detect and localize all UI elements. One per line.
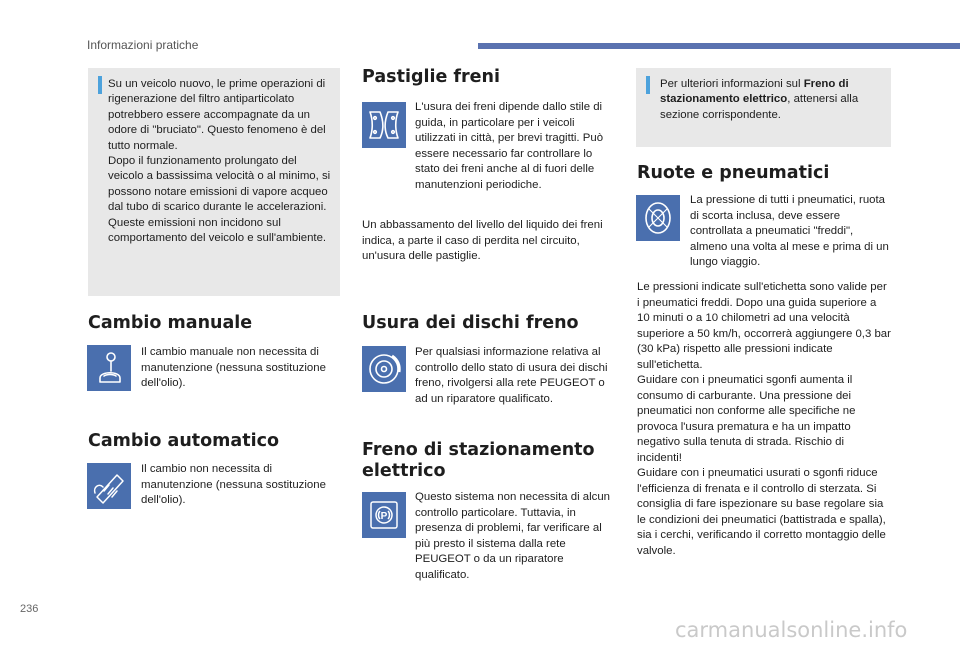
heading-brake-discs: Usura dei dischi freno [362, 313, 579, 333]
info-marker-icon [98, 76, 102, 94]
section-label: Informazioni pratiche [87, 38, 199, 52]
wheel-icon [636, 195, 680, 241]
manual-gearbox-icon [87, 345, 131, 391]
parking-brake-text: Questo sistema non necessita di alcun controllo particolare. Tuttavia, in presenza di problemi, far verificare al più presto il sistema dalla rete PEUGEOT o da un riparatore qualificato. [415, 491, 611, 581]
heading-wheels-tyres: Ruote e pneumatici [637, 163, 830, 183]
tyres-text-2: Le pressioni indicate sull'etichetta sono valide per i pneumatici freddi. Dopo una guida superiore a 10 minuti o a 10 chilometri ad una velocità superiore a 50 km/h, occorrerà aggiungere 0,3 bar (30 kPa) rispetto alle pressioni indicate sull'etichetta. Guidare con i pneumatici sgonfi aumenta il consumo di carburante. Una pressione dei pneumatici non conforme alle specifiche ne provoca l'usura prematura e ha un impatto negativo sulla tenuta di strada. Rischio di incidenti! Guidare con i pneumatici usurati o sgonfi riduce l'efficienza di frenata e il controllo di sterzata. Si consiglia di fare ispezionare su base regolare sia le condizioni dei pneumatici (battistrada e spalla), sia i cerchi, verificando il corretto montaggio delle valvole. [637, 281, 891, 557]
brake-disc-icon [362, 346, 406, 392]
heading-automatic-gearbox: Cambio automatico [88, 431, 279, 451]
info-note-regeneration [88, 68, 340, 296]
info-note-text: Per ulteriori informazioni sul Freno di stazionamento elettrico, attenersi alla sezione corrispondente. [660, 78, 859, 121]
info-note-parking-brake [636, 68, 891, 147]
watermark: carmanualsonline.info [675, 618, 908, 642]
heading-parking-brake: Freno di stazionamento elettrico [362, 440, 595, 481]
automatic-gearbox-text: Il cambio non necessita di manutenzione (nessuna sostituzione dell'olio). [141, 463, 326, 506]
info-note-text: Su un veicolo nuovo, le prime operazioni di rigenerazione del filtro antiparticolato potrebbero essere accompagnate da un odore di "bruciato". Questo fenomeno è del tutto normale. Dopo il funzionamento prolungato del veicolo a bassissima velocità o al minimo, si possono notare emissioni di vapore acqueo dal tubo di scarico durante le accelerazioni. Queste emissioni non incidono sul comportamento del veicolo e sull'ambiente. [108, 78, 331, 245]
brake-pads-text-2: Un abbassamento del livello del liquido dei freni indica, a parte il caso di perdita nel circuito, un'usura delle pastiglie. [362, 219, 603, 262]
svg-text:P: P [380, 511, 388, 522]
parking-brake-icon [362, 492, 406, 538]
tyres-text: La pressione di tutti i pneumatici, ruota di scorta inclusa, deve essere controllata a pneumatici "freddi", almeno una volta al mese e prima di un lungo viaggio. [690, 194, 889, 268]
brake-discs-text: Per qualsiasi informazione relativa al controllo dello stato di usura dei dischi freno, rivolgersi alla rete PEUGEOT o ad un riparatore qualificato. [415, 346, 608, 405]
heading-manual-gearbox: Cambio manuale [88, 313, 253, 333]
manual-gearbox-text: Il cambio manuale non necessita di manutenzione (nessuna sostituzione dell'olio). [141, 346, 326, 389]
brake-pads-icon [362, 102, 406, 148]
brake-pads-text: L'usura dei freni dipende dallo stile di guida, in particolare per i veicoli utilizzati in città, per brevi tragitti. Può essere necessario far controllare lo stato dei freni anche al di fuori delle manutenzioni periodiche. [415, 101, 604, 191]
heading-brake-pads: Pastiglie freni [362, 67, 501, 87]
header-bar [478, 43, 960, 49]
automatic-gearbox-icon [87, 463, 131, 509]
info-marker-icon [646, 76, 650, 94]
page-number: 236 [20, 603, 39, 615]
